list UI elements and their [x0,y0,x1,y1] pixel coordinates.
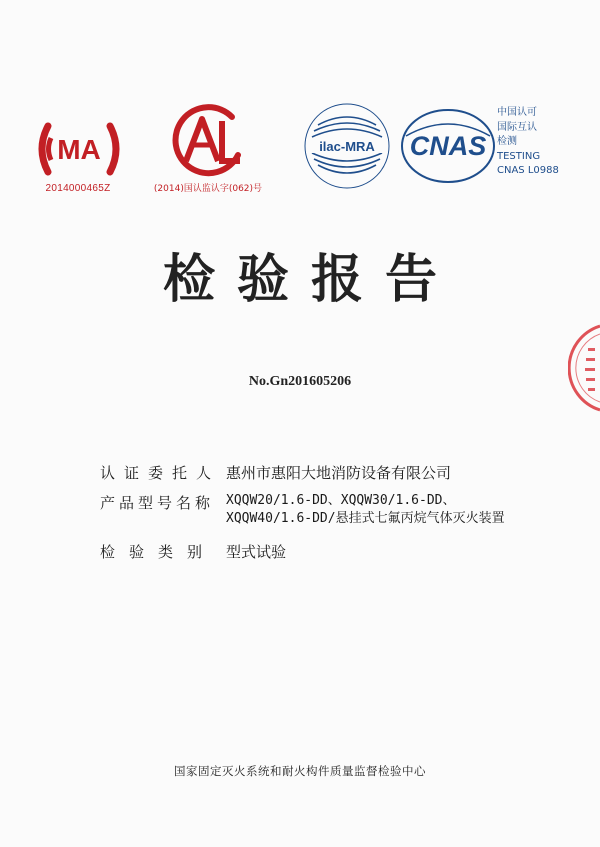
inspection-category-field [100,541,570,561]
product-model-label: 产品型号名称 [100,494,215,512]
cal-code: (2014)国认监认字(062)号 [153,184,263,194]
cnas-line-3: 检测 [497,136,517,147]
issuing-organization: 国家固定灭火系统和耐火构件质量监督检验中心 [174,764,426,778]
product-model-line-2: XQQW40/1.6-DD/悬挂式七氟丙烷气体灭火装置 [226,511,505,526]
svg-text:MA: MA [57,134,101,165]
cma-code: 2014000465Z [45,183,111,194]
cal-logo [160,99,250,181]
svg-text:CNAS: CNAS [409,131,487,161]
report-number: No.Gn201605206 [248,374,352,389]
cnas-line-2: 国际互认 [497,121,537,133]
svg-text:ilac-MRA: ilac-MRA [319,139,375,154]
cma-logo [34,118,124,180]
client-field [100,462,570,482]
cnas-accreditation-text [497,106,597,179]
client-value: 惠州市惠阳大地消防设备有限公司 [226,464,452,482]
report-title: 检验报告 [162,249,459,310]
red-seal-stamp [568,322,600,418]
ilac-mra-logo [302,101,392,191]
inspection-category-label: 检验类别 [100,543,217,561]
product-model-value [226,492,566,528]
inspection-category-value: 型式试验 [226,543,287,561]
cnas-logo [400,106,496,186]
cnas-line-5: CNAS L0988 [497,165,559,176]
product-model-field [100,492,570,532]
client-label: 认证委托人 [100,464,221,482]
cnas-line-4: TESTING [497,150,541,162]
product-model-line-1: XQQW20/1.6-DD、XQQW30/1.6-DD、 [226,493,456,508]
cnas-line-1: 中国认可 [497,107,537,118]
